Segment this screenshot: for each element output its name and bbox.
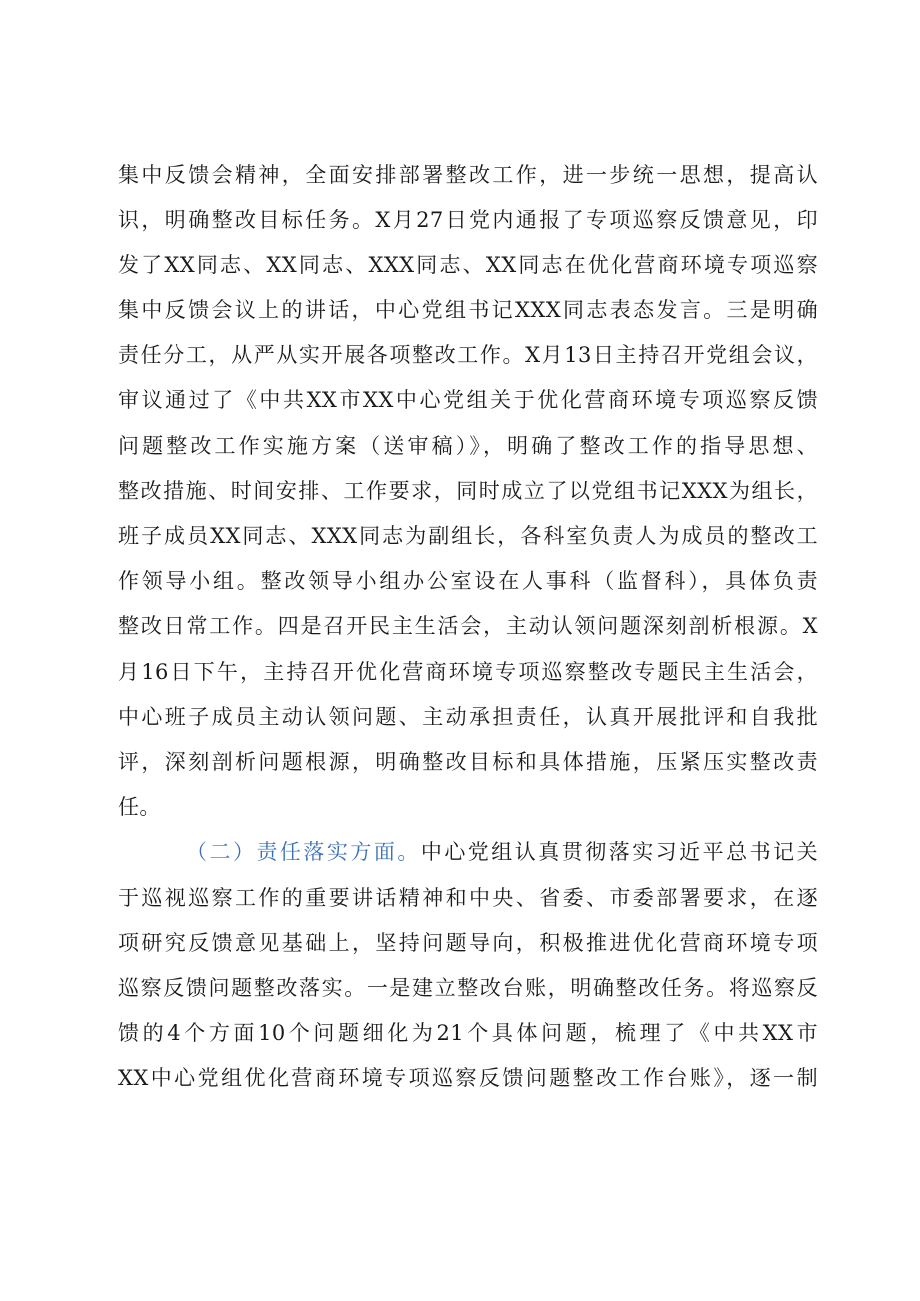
paragraph-line: 项研究反馈意见基础上，坚持问题导向，积极推进优化营商环境专项	[118, 931, 818, 955]
paragraph-line: XX中心党组优化营商环境专项巡察反馈问题整改工作台账》，逐一制	[118, 1066, 818, 1090]
paragraph-line: 责任分工，从严从实开展各项整改工作。X月13日主持召开党组会议，	[118, 343, 818, 367]
heading-line-text: 中心党组认真贯彻落实习近平总书记关	[420, 840, 818, 864]
paragraph-line: 整改措施、时间安排、工作要求，同时成立了以党组书记XXX为组长，	[118, 479, 818, 503]
paragraph-line: 问题整改工作实施方案（送审稿）》，明确了整改工作的指导思想、	[118, 434, 818, 458]
paragraph-line: 审议通过了《中共XX市XX中心党组关于优化营商环境专项巡察反馈	[118, 388, 818, 412]
paragraph-line: 发了XX同志、XX同志、XXX同志、XX同志在优化营商环境专项巡察	[118, 253, 818, 277]
section-heading-line	[186, 832, 818, 872]
paragraph-line: 班子成员XX同志、XXX同志为副组长，各科室负责人为成员的整改工	[118, 524, 818, 548]
paragraph-line: 中心班子成员主动认领问题、主动承担责任，认真开展批评和自我批	[118, 705, 818, 729]
paragraph-line: 评，深刻剖析问题根源，明确整改目标和具体措施，压紧压实整改责	[118, 750, 818, 774]
paragraph-line: 作领导小组。整改领导小组办公室设在人事科（监督科），具体负责	[118, 569, 818, 593]
paragraph-line: 巡察反馈问题整改落实。一是建立整改台账，明确整改任务。将巡察反	[118, 976, 818, 1000]
section-heading: （二）责任落实方面。	[186, 840, 421, 864]
paragraph-line: 集中反馈会精神，全面安排部署整改工作，进一步统一思想，提高认	[118, 163, 818, 187]
paragraph-line: 识，明确整改目标任务。X月27日党内通报了专项巡察反馈意见，印	[118, 208, 818, 232]
paragraph-line: 馈的4个方面10个问题细化为21个具体问题，梳理了《中共XX市	[118, 1021, 818, 1045]
paragraph-line: 整改日常工作。四是召开民主生活会，主动认领问题深刻剖析根源。X	[118, 614, 818, 638]
paragraph-last-line: 任。	[118, 795, 161, 819]
paragraph-line: 集中反馈会议上的讲话，中心党组书记XXX同志表态发言。三是明确	[118, 298, 818, 322]
paragraph-line: 月16日下午，主持召开优化营商环境专项巡察整改专题民主生活会，	[118, 660, 818, 684]
paragraph-line: 于巡视巡察工作的重要讲话精神和中央、省委、市委部署要求，在逐	[118, 886, 818, 910]
